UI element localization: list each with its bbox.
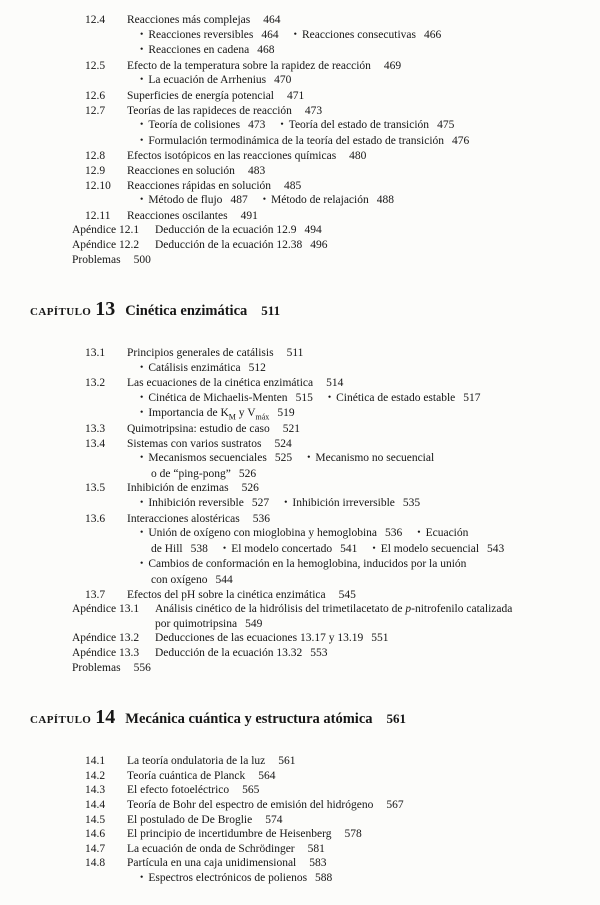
page-number: 561 bbox=[278, 755, 296, 768]
toc-subentry-continuation bbox=[72, 467, 578, 482]
page-number: 464 bbox=[263, 14, 281, 26]
page-number: 556 bbox=[133, 661, 151, 674]
entry-title: La teoría ondulatoria de la luz bbox=[127, 755, 266, 768]
problems-label: Problemas bbox=[72, 253, 121, 266]
page-number: 464 bbox=[261, 28, 279, 41]
bullet-icon: • bbox=[293, 29, 297, 40]
page-number: 526 bbox=[241, 482, 259, 495]
toc-entry bbox=[72, 798, 578, 813]
toc-entry bbox=[72, 783, 578, 798]
subentry-text: Formulación termodinámica de la teoría del estado de transición bbox=[148, 134, 445, 147]
toc-entry bbox=[72, 437, 578, 452]
page-number: 527 bbox=[251, 497, 270, 510]
entry-title: Partícula en una caja unidimensional bbox=[127, 857, 297, 870]
chapter-title: Cinética enzimática bbox=[125, 303, 248, 320]
bullet-icon: • bbox=[417, 528, 421, 539]
appendix-title: Deducción de la ecuación 12.9 bbox=[155, 224, 297, 237]
toc-appendix-entry bbox=[72, 631, 578, 646]
subentry-text: El modelo concertado bbox=[231, 542, 333, 555]
page-number: 574 bbox=[265, 813, 283, 826]
page-number: 588 bbox=[315, 871, 333, 884]
entry-title: Superficies de energía potencial bbox=[127, 89, 274, 102]
subentry-text: Catálisis enzimática bbox=[148, 361, 241, 374]
page-number: 543 bbox=[487, 542, 505, 555]
page-number: 525 bbox=[274, 452, 293, 465]
entry-title: Las ecuaciones de la cinética enzimática bbox=[127, 377, 314, 390]
page-number: 544 bbox=[215, 574, 233, 586]
bullet-icon: • bbox=[280, 120, 284, 131]
appendix-label: Apéndice 13.3 bbox=[72, 646, 140, 659]
appendix-label: Apéndice 12.2 bbox=[72, 238, 140, 251]
bullet-icon: • bbox=[372, 543, 376, 554]
toc-section bbox=[30, 754, 578, 886]
toc-appendix-entry bbox=[72, 238, 578, 253]
appendix-title: Análisis cinético de la hidrólisis del trimetilacetato de p-nitrofenilo catalizada bbox=[155, 603, 513, 616]
bullet-icon: • bbox=[140, 29, 144, 40]
section-number: 14.1 bbox=[85, 755, 106, 768]
subentry-text: Teoría de colisiones bbox=[148, 119, 241, 132]
toc-subentry bbox=[72, 134, 578, 150]
toc-entry bbox=[72, 856, 578, 871]
toc-subentry bbox=[72, 557, 578, 573]
page-number: 535 bbox=[402, 497, 421, 510]
subentry-text: El modelo secuencial bbox=[380, 542, 480, 555]
bullet-icon: • bbox=[140, 528, 144, 539]
entry-title: Reacciones oscilantes bbox=[127, 209, 228, 222]
toc-entry bbox=[72, 346, 578, 361]
page-number: 565 bbox=[242, 784, 260, 797]
toc-entry bbox=[72, 588, 578, 603]
section-number: 13.3 bbox=[85, 423, 106, 436]
subentry-text: Reacciones consecutivas bbox=[301, 28, 416, 41]
page-number: 473 bbox=[248, 119, 266, 132]
page-number: 536 bbox=[385, 527, 403, 540]
toc-entry bbox=[72, 89, 578, 104]
section-number: 12.5 bbox=[85, 59, 106, 72]
section-number: 12.8 bbox=[85, 150, 106, 163]
toc-entry bbox=[72, 754, 578, 769]
section-number: 13.5 bbox=[85, 482, 106, 495]
chapter-word: CAPÍTULO bbox=[30, 306, 92, 319]
page-number: 471 bbox=[287, 89, 305, 102]
toc-subentry bbox=[72, 28, 578, 44]
page-number: 549 bbox=[245, 617, 263, 630]
subentry-text: Mecanismos secuenciales bbox=[148, 452, 267, 465]
subentry-text: Inhibición reversible bbox=[148, 497, 244, 510]
entry-title: Sistemas con varios sustratos bbox=[127, 437, 262, 450]
toc-section bbox=[30, 346, 578, 675]
toc-entry bbox=[72, 59, 578, 74]
entry-title: El postulado de De Broglie bbox=[127, 813, 253, 826]
chapter-page-number: 561 bbox=[386, 711, 407, 727]
subentry-text: con oxígeno bbox=[151, 574, 208, 586]
page-number: 526 bbox=[238, 467, 257, 480]
toc-subentry bbox=[72, 496, 578, 512]
entry-title: Teoría cuántica de Planck bbox=[127, 769, 246, 782]
section-number: 13.4 bbox=[85, 437, 106, 450]
chapter-number: 14 bbox=[95, 706, 116, 729]
bullet-icon: • bbox=[307, 453, 311, 464]
toc-entry bbox=[72, 149, 578, 164]
toc-entry bbox=[72, 164, 578, 179]
page-number: 524 bbox=[274, 437, 292, 450]
page-number: 475 bbox=[437, 119, 455, 132]
entry-title: Principios generales de catálisis bbox=[127, 347, 274, 360]
page-number: 511 bbox=[286, 347, 304, 360]
entry-title: La ecuación de onda de Schrödinger bbox=[127, 842, 295, 855]
page-number: 517 bbox=[463, 391, 481, 404]
subentry-text: o de “ping-pong” bbox=[151, 467, 231, 480]
subentry-text: Cinética de Michaelis-Menten bbox=[148, 391, 288, 404]
page-number: 515 bbox=[295, 391, 313, 404]
section-number: 13.2 bbox=[85, 377, 106, 390]
bullet-icon: • bbox=[327, 392, 332, 403]
bullet-icon: • bbox=[140, 45, 144, 56]
page-number: 485 bbox=[284, 179, 302, 192]
bullet-icon: • bbox=[140, 453, 144, 464]
toc-entry bbox=[72, 376, 578, 391]
subentry-text: Reacciones reversibles bbox=[148, 28, 254, 41]
subentry-text: Inhibición irreversible bbox=[292, 497, 395, 510]
appendix-title: Deducción de la ecuación 13.32 bbox=[155, 646, 303, 659]
page-number: 470 bbox=[274, 74, 292, 87]
toc-problems-entry bbox=[72, 253, 578, 268]
entry-title: Teoría de Bohr del espectro de emisión del hidrógeno bbox=[127, 798, 374, 811]
toc-entry bbox=[72, 422, 578, 437]
entry-title: Inhibición de enzimas bbox=[127, 482, 229, 495]
section-number: 12.7 bbox=[85, 104, 106, 117]
page-number: 583 bbox=[309, 857, 327, 870]
toc-appendix-entry bbox=[72, 602, 578, 617]
page-number: 488 bbox=[376, 194, 394, 207]
subentry-text: Mecanismo no secuencial bbox=[315, 452, 435, 465]
bullet-icon: • bbox=[140, 120, 144, 131]
section-number: 13.6 bbox=[85, 512, 106, 525]
page-number: 469 bbox=[383, 59, 402, 72]
page-number: 551 bbox=[371, 632, 389, 645]
page-number: 553 bbox=[310, 646, 328, 659]
bullet-icon: • bbox=[284, 498, 288, 509]
chapter-title: Mecánica cuántica y estructura atómica bbox=[125, 711, 373, 728]
page-number: 512 bbox=[248, 361, 266, 374]
subentry-text: Cambios de conformación en la hemoglobina, inducidos por la unión bbox=[148, 558, 467, 571]
section-number: 12.10 bbox=[85, 179, 111, 192]
appendix-label: Apéndice 13.2 bbox=[72, 632, 140, 645]
toc-subentry bbox=[72, 406, 578, 422]
bullet-icon: • bbox=[222, 543, 227, 554]
toc-subentry bbox=[72, 871, 578, 887]
chapter-heading bbox=[30, 298, 578, 321]
page-number: 581 bbox=[307, 842, 325, 855]
entry-title: Efectos del pH sobre la cinética enzimática bbox=[127, 588, 326, 601]
page-number: 519 bbox=[277, 407, 295, 420]
section-number: 13.1 bbox=[85, 347, 106, 360]
appendix-title: Deducción de la ecuación 12.38 bbox=[155, 238, 303, 251]
entry-title: Reacciones rápidas en solución bbox=[127, 179, 272, 192]
entry-title: Teorías de las rapideces de reacción bbox=[127, 104, 292, 117]
toc-section bbox=[30, 13, 578, 267]
subentry-text: de Hill bbox=[151, 542, 183, 555]
subentry-text: Espectros electrónicos de polienos bbox=[148, 871, 308, 884]
bullet-icon: • bbox=[140, 195, 144, 206]
toc-subentry-continuation bbox=[72, 573, 578, 588]
entry-title: El efecto fotoeléctrico bbox=[127, 784, 230, 797]
bullet-icon: • bbox=[140, 75, 144, 86]
section-number: 13.7 bbox=[85, 588, 106, 601]
page-number: 545 bbox=[338, 588, 356, 601]
entry-title: Reacciones en solución bbox=[127, 164, 235, 177]
page-number: 567 bbox=[386, 798, 404, 811]
toc-entry bbox=[72, 179, 578, 194]
bullet-icon: • bbox=[140, 408, 144, 419]
toc-entry bbox=[72, 13, 578, 28]
section-number: 14.6 bbox=[85, 828, 106, 841]
bullet-icon: • bbox=[140, 872, 144, 883]
toc-subentry bbox=[72, 361, 578, 377]
toc-subentry bbox=[72, 73, 578, 89]
subentry-text: La ecuación de Arrhenius bbox=[148, 74, 267, 87]
page-number: 496 bbox=[310, 238, 328, 251]
bullet-icon: • bbox=[140, 498, 144, 509]
bullet-icon: • bbox=[262, 195, 267, 206]
section-number: 12.4 bbox=[85, 14, 106, 26]
toc-appendix-entry bbox=[72, 223, 578, 238]
appendix-label: Apéndice 12.1 bbox=[72, 224, 140, 237]
page-number: 476 bbox=[452, 134, 470, 147]
page-number: 578 bbox=[344, 828, 362, 841]
chapter-word: CAPÍTULO bbox=[30, 714, 92, 727]
page-number: 487 bbox=[230, 194, 248, 207]
section-number: 14.7 bbox=[85, 842, 106, 855]
section-number: 12.9 bbox=[85, 164, 106, 177]
toc-appendix-entry bbox=[72, 646, 578, 661]
section-number: 14.5 bbox=[85, 813, 106, 826]
page-number: 466 bbox=[423, 28, 442, 41]
chapter-page-number: 511 bbox=[261, 303, 281, 319]
appendix-title-continuation: por quimotripsina bbox=[155, 617, 238, 630]
entry-title: Quimotripsina: estudio de caso bbox=[127, 423, 270, 436]
toc-problems-entry bbox=[72, 661, 578, 676]
toc-entry bbox=[72, 827, 578, 842]
bullet-icon: • bbox=[140, 362, 144, 373]
toc-subentry bbox=[72, 391, 578, 407]
subentry-text: Ecuación bbox=[425, 527, 469, 540]
entry-title: Interacciones alostéricas bbox=[127, 512, 240, 525]
page-number: 494 bbox=[304, 224, 322, 237]
page-number: 480 bbox=[349, 150, 367, 163]
section-number: 14.4 bbox=[85, 798, 106, 811]
entry-title: El principio de incertidumbre de Heisenberg bbox=[127, 828, 332, 841]
appendix-title: Deducciones de las ecuaciones 13.17 y 13.19 bbox=[155, 632, 364, 645]
section-number: 14.8 bbox=[85, 857, 106, 870]
subentry-text: Método de flujo bbox=[148, 194, 223, 207]
bullet-icon: • bbox=[140, 135, 144, 146]
section-number: 14.3 bbox=[85, 784, 106, 797]
toc-appendix-continuation bbox=[72, 617, 578, 632]
section-number: 12.11 bbox=[85, 209, 111, 222]
subentry-text: Reacciones en cadena bbox=[148, 44, 250, 57]
page-number: 541 bbox=[340, 542, 358, 555]
toc-subentry bbox=[72, 526, 578, 542]
bullet-icon: • bbox=[140, 559, 144, 570]
page-number: 521 bbox=[282, 423, 301, 436]
section-number: 14.2 bbox=[85, 769, 106, 782]
toc-subentry bbox=[72, 43, 578, 59]
subentry-text: Cinética de estado estable bbox=[336, 391, 456, 404]
bullet-icon: • bbox=[140, 392, 144, 403]
toc-subentry bbox=[72, 451, 578, 467]
page-number: 500 bbox=[133, 253, 151, 266]
page-number: 514 bbox=[326, 377, 344, 390]
toc-entry bbox=[72, 769, 578, 784]
entry-title: Efectos isotópicos en las reacciones químicas bbox=[127, 150, 337, 163]
subentry-text: Método de relajación bbox=[271, 194, 369, 207]
toc-entry bbox=[72, 104, 578, 119]
toc-subentry bbox=[72, 193, 578, 209]
page-number: 564 bbox=[258, 769, 276, 782]
subentry-text: Importancia de $K_M$ y $V_{máx}$ bbox=[148, 407, 270, 422]
page-number: 491 bbox=[240, 209, 258, 222]
page-number: 536 bbox=[252, 512, 270, 525]
toc-entry bbox=[72, 512, 578, 527]
entry-title: Reacciones más complejas bbox=[127, 14, 251, 26]
toc-entry bbox=[72, 813, 578, 828]
toc-entry bbox=[72, 842, 578, 857]
problems-label: Problemas bbox=[72, 661, 121, 674]
toc-entry bbox=[72, 481, 578, 496]
toc-subentry bbox=[72, 118, 578, 134]
entry-title: Efecto de la temperatura sobre la rapidez de reacción bbox=[127, 59, 371, 72]
toc-subentry-continuation bbox=[72, 542, 578, 558]
page-number: 538 bbox=[190, 542, 208, 555]
toc-entry bbox=[72, 209, 578, 224]
subentry-text: Unión de oxígeno con mioglobina y hemoglobina bbox=[148, 527, 378, 540]
page-number: 468 bbox=[257, 44, 275, 57]
chapter-heading bbox=[30, 706, 578, 729]
chapter-number: 13 bbox=[95, 298, 116, 321]
page-number: 483 bbox=[247, 164, 266, 177]
subentry-text: Teoría del estado de transición bbox=[288, 119, 430, 132]
section-number: 12.6 bbox=[85, 89, 106, 102]
appendix-label: Apéndice 13.1 bbox=[72, 603, 140, 616]
page-number: 473 bbox=[304, 104, 323, 117]
